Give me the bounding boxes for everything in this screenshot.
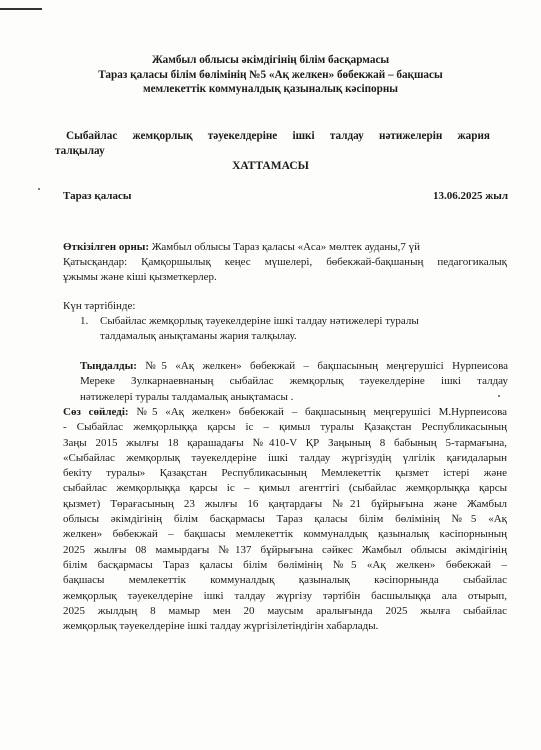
spoke-line-1-text: №5 «Ақ желкен» бөбекжай – бақшасының меңгерушісі М.Нурпеисова — [128, 406, 507, 418]
venue-text: Жамбыл облысы Тараз қаласы «Аса» мөлтек ауданы,7 үй — [149, 241, 421, 253]
venue-line — [63, 240, 503, 255]
heard-line-1 — [80, 359, 508, 374]
spoke-line: қызмет) Төрағасының 23 жылғы 16 қаңтардағы №21 бұйрығына және Жамбыл — [63, 497, 507, 510]
document-header — [0, 53, 541, 97]
venue-label: Өткізілген орны: — [63, 241, 150, 253]
heard-line-3: нәтижелері туралы талдамалық анықтамасы . — [80, 390, 294, 403]
subject-line-1: Сыбайлас жемқорлық тәуекелдеріне ішкі талдау нәтижелерін жария — [66, 130, 490, 142]
spoke-line: 2025 жылғы 08 мамырдағы №137 бұйрығына сәйкес Жамбыл облысы әкімдігінің — [63, 543, 507, 556]
heard-label: Тыңдалды: — [80, 360, 137, 372]
spoke-line: «Сыбайлас жемқорлық тәуекелдеріне ішкі талдау жүргізудің үлгілік қағидаларын — [63, 451, 507, 464]
spoke-line: облысы әкімдігінің білім басқармасы Тараз қаласы білім бөлімінің №5 «Ақ — [63, 513, 507, 526]
spoke-label: Сөз сөйледі: — [63, 406, 129, 418]
spoke-line: білім басқармасы Тараз қаласы білім бөлімінің №5 «Ақ желкен» бөбекжай – — [63, 558, 507, 571]
scan-edge-mark — [0, 8, 42, 10]
document-title: ХАТТАМАСЫ — [232, 160, 309, 172]
header-line-2: Тараз қаласы білім бөлімінің №5 «Ақ желкен» бөбекжай – бақшасы — [98, 68, 443, 81]
header-line-1: Жамбыл облысы әкімдігінің білім басқармасы — [151, 54, 390, 66]
participants — [63, 255, 507, 286]
spoke-line: - Сыбайлас жемқорлыққа қарсы іс – қимыл туралы Қазақстан Республикасының — [63, 421, 507, 434]
place-city: Тараз қаласы — [63, 190, 132, 202]
agenda-item-number: 1. — [80, 315, 89, 327]
spoke-line: желкен» бөбекжай – бақшасы мемлекеттік коммуналдық қазыналық кәсіпорнының — [63, 528, 507, 541]
participants-line-2: ұжымы және кіші қызметкерлер. — [63, 271, 217, 284]
spoke-line-last: жемқорлық тәуекелдеріне ішкі талдау жүргізілетіндігін хабарлады. — [63, 620, 379, 633]
agenda-item — [100, 314, 464, 345]
heard-section — [80, 359, 508, 405]
agenda-item-line-2: талдамалық анықтаманы жария талқылау. — [100, 330, 297, 343]
spoke-line-1 — [63, 405, 507, 420]
subject-line-2: талқылау — [55, 145, 105, 157]
document-date: 13.06.2025 жыл — [433, 190, 508, 202]
spoke-section — [63, 405, 507, 634]
spoke-line: Заңы 2015 жылғы 18 қарашадағы №410-V ҚР Заңының 8 бабының 5-тармағына, — [63, 436, 507, 449]
spoke-line: бақшасы мемлекеттік коммуналдық қазыналық кәсіпорнында сыбайлас — [63, 574, 507, 587]
agenda-item-line-1: Сыбайлас жемқорлық тәуекелдеріне ішкі талдау нәтижелері туралы — [100, 315, 419, 327]
participants-line-1: Қатысқандар: Қамқоршылық кеңес мүшелері, бөбекжай-бақшаның педагогикалық — [63, 256, 507, 268]
spoke-line: жемқорлық тәуекелдеріне ішкі талдау жүргізу тәртібін басшылыққа ала отырып, — [63, 589, 507, 602]
header-line-3: мемлекеттік коммуналдық қазыналық кәсіпорны — [142, 83, 399, 95]
spoke-line: бекіту туралы» Қазақстан Республикасының Мемлекеттік қызмет істері және — [63, 467, 507, 480]
agenda-heading: Күн тәртібінде: — [63, 300, 136, 312]
spoke-line: 2025 жылдың 8 мамыр мен 20 маусым аралығында 2025 жылға сыбайлас — [63, 604, 507, 617]
heard-line-1-text: №5 «Ақ желкен» бөбекжай – бақшасының меңгерушісі Нурпеисова — [136, 360, 508, 372]
heard-line-2: Мереке Зулкарнаевнаның сыбайлас жемқорлық тәуекелдеріне ішкі талдау — [80, 375, 508, 388]
scan-speck — [38, 188, 40, 190]
document-subject — [66, 129, 490, 144]
spoke-line: сыбайлас жемқорлыққа қарсы іс – қимыл агенттігі (сыбайлас жемқорлыққа қарсы — [63, 482, 507, 495]
